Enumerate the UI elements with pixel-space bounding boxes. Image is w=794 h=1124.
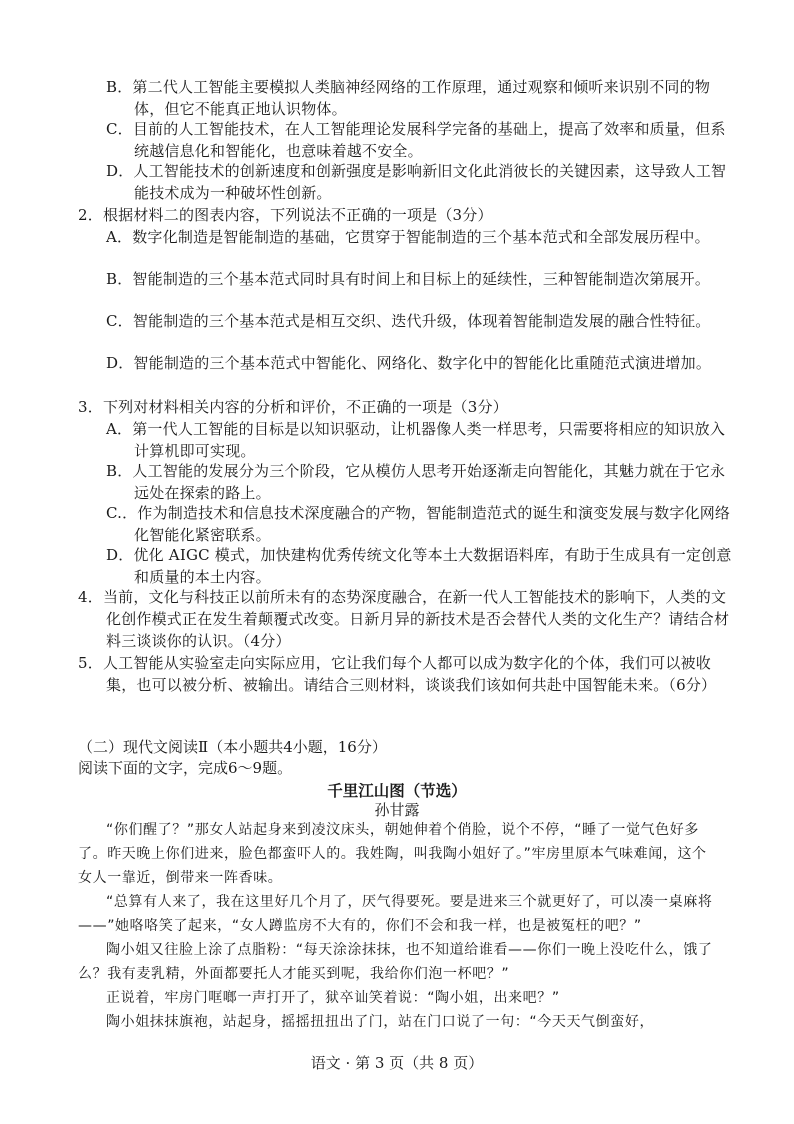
- page-footer: 语文 · 第 3 页（共 8 页）: [310, 1054, 484, 1072]
- passage-body: [78, 818, 714, 1034]
- q1-option-c: C．目前的人工智能技术，在人工智能理论发展科学完备的基础上，提高了效率和质量，但系统越信息化和智能化，也意味着越不安全。: [106, 120, 726, 160]
- passage-paragraph: 陶小姐抹抹旗袍，站起身，摇摇扭扭出了门，站在门口说了一句：“今天天气倒蛮好，: [106, 1014, 655, 1030]
- q2-option-b: B．智能制造的三个基本范式同时具有时间上和目标上的延续性，三种智能制造次第展开。: [106, 270, 711, 288]
- q1-option-b: B．第二代人工智能主要模拟人类脑神经网络的工作原理，通过观察和倾听来识别不同的物体，但它不能真正地认识物体。: [106, 78, 711, 118]
- passage-title: 千里江山图（节选）: [327, 781, 467, 800]
- passage-paragraph: 正说着，牢房门哐啷一声打开了，狱卒讪笑着说：“陶小姐，出来吧？”: [106, 990, 560, 1006]
- q1-option-d: D．人工智能技术的创新速度和创新强度是影响新旧文化此消彼长的关键因素，这导致人工智能技术成为一种破坏性创新。: [106, 162, 727, 202]
- question-2-stem: 2．根据材料二的图表内容，下列说法不正确的一项是（3分）: [78, 206, 493, 224]
- q3-option-d: D．优化 AIGC 模式，加快建构优秀传统文化等本土大数据语料库，有助于生成具有一定创意和质量的本土内容。: [106, 546, 732, 586]
- question-5: 5．人工智能从实验室走向实际应用，它让我们每个人都可以成为数字化的个体，我们可以被收集，也可以被分析、被输出。请结合三则材料，谈谈我们该如何共赴中国智能未来。（6分）: [78, 654, 717, 694]
- question-4: 4．当前，文化与科技正以前所未有的态势深度融合，在新一代人工智能技术的影响下，人类的文化创作模式正在发生着颠覆式改变。日新月异的新技术是否会替代人类的文化生产？请结合材料三谈谈你的认识。（4分）: [78, 588, 730, 650]
- section-heading: （二）现代文阅读Ⅱ（本小题共4小题，16分）: [78, 738, 387, 756]
- q3-option-a: A．第一代人工智能的目标是以知识驱动，让机器像人类一样思考，只需要将相应的知识放入计算机即可实现。: [106, 420, 726, 460]
- q3-option-b: B．人工智能的发展分为三个阶段，它从模仿人思考开始逐渐走向智能化，其魅力就在于它永远处在探索的路上。: [106, 462, 726, 502]
- question-3-stem: 3．下列对材料相关内容的分析和评价，不正确的一项是（3分）: [78, 398, 508, 416]
- passage-paragraph: “总算有人来了，我在这里好几个月了，厌气得要死。要是进来三个就更好了，可以凑一桌麻将——”她咯咯笑了起来，“女人蹲监房不大有的，你们不会和我一样，也是被冤枉的吧？”: [78, 894, 713, 934]
- q2-option-a: A．数字化制造是智能制造的基础，它贯穿于智能制造的三个基本范式和全部发展历程中。: [106, 228, 710, 246]
- passage-author: 孙甘露: [374, 801, 420, 819]
- q3-option-c: C.．作为制造技术和信息技术深度融合的产物，智能制造范式的诞生和演变发展与数字化网络化智能化紧密联系。: [106, 504, 731, 544]
- q2-option-c: C．智能制造的三个基本范式是相互交织、迭代升级，体现着智能制造发展的融合性特征。: [106, 312, 711, 330]
- passage-paragraph: “你们醒了？”那女人站起身来到凌汶床头，朝她伸着个俏脸，说个不停，“睡了一觉气色好多了。昨天晚上你们进来，脸色都蛮吓人的。我姓陶，叫我陶小姐好了。”牢房里原本气味难闻，这个女人一靠近，倒带来一阵香味。: [78, 822, 707, 886]
- section-instruction: 阅读下面的文字，完成6～9题。: [78, 759, 293, 777]
- q2-option-d: D．智能制造的三个基本范式中智能化、网络化、数字化中的智能化比重随范式演进增加。: [106, 354, 712, 372]
- passage-paragraph: 陶小姐又往脸上涂了点脂粉：“每天涂涂抹抹，也不知道给谁看——你们一晚上没吃什么，饿了么？我有麦乳精，外面都要托人才能买到呢，我给你们泡一杯吧？”: [78, 942, 713, 982]
